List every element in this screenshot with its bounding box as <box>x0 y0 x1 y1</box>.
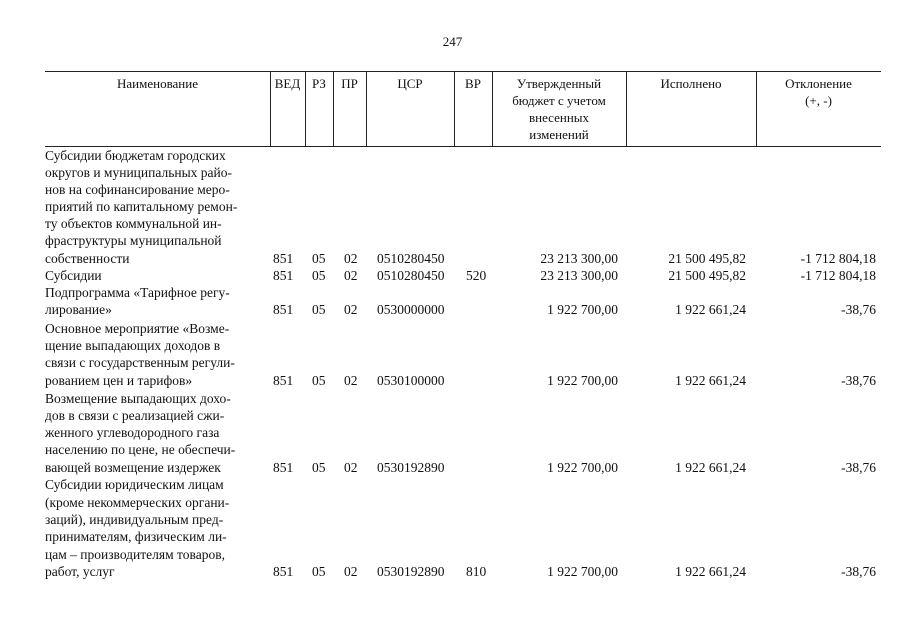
row-name-line: собственности <box>45 251 130 266</box>
row-name-line: Возмещение выпадающих дохо- <box>45 391 231 406</box>
cell-deviation: -1 712 804,18 <box>800 268 876 283</box>
header-name: Наименование <box>117 76 198 91</box>
cell-ved: 851 <box>273 251 294 266</box>
cell-csr: 0530100000 <box>377 373 445 388</box>
header-deviation <box>756 72 881 146</box>
row-name-line: населению по цене, не обеспечи- <box>45 442 236 457</box>
cell-pr: 02 <box>344 564 358 579</box>
row-name-line: Субсидии бюджетам городских <box>45 148 226 163</box>
cell-deviation: -38,76 <box>841 302 876 317</box>
cell-executed: 1 922 661,24 <box>675 460 746 475</box>
table-header <box>45 71 881 147</box>
header-deviation-line: (+, -) <box>805 93 832 108</box>
cell-vr: 520 <box>466 268 487 283</box>
cell-ved: 851 <box>273 302 294 317</box>
header-deviation-line: Отклонение <box>785 76 852 91</box>
cell-approved: 23 213 300,00 <box>540 268 618 283</box>
cell-csr: 0530192890 <box>377 564 445 579</box>
cell-csr: 0530192890 <box>377 460 445 475</box>
row-name-line: ту объектов коммунальной ин- <box>45 216 222 231</box>
cell-csr: 0510280450 <box>377 268 445 283</box>
cell-deviation: -1 712 804,18 <box>800 251 876 266</box>
cell-approved: 1 922 700,00 <box>547 460 618 475</box>
cell-ved: 851 <box>273 460 294 475</box>
row-name-line: нов на софинансирование меро- <box>45 182 230 197</box>
cell-pr: 02 <box>344 460 358 475</box>
header-executed: Исполнено <box>660 76 722 91</box>
row-name-line: фраструктуры муниципальной <box>45 233 222 248</box>
cell-approved: 1 922 700,00 <box>547 564 618 579</box>
header-csr: ЦСР <box>397 76 423 91</box>
row-name-line: рованием цен и тарифов» <box>45 373 193 388</box>
cell-approved: 1 922 700,00 <box>547 302 618 317</box>
cell-rz: 05 <box>312 460 326 475</box>
cell-executed: 21 500 495,82 <box>668 268 746 283</box>
row-name-line: Субсидии юридическим лицам <box>45 477 224 492</box>
row-name-line: приятий по капитальному ремон- <box>45 199 238 214</box>
cell-ved: 851 <box>273 564 294 579</box>
row-name-line: щение выпадающих доходов в <box>45 338 221 353</box>
row-name-line: заций), индивидуальным пред- <box>45 512 224 527</box>
cell-approved: 23 213 300,00 <box>540 251 618 266</box>
header-approved-line: бюджет с учетом <box>512 93 606 108</box>
cell-deviation: -38,76 <box>841 373 876 388</box>
row-name-line: (кроме некоммерческих органи- <box>45 495 230 510</box>
cell-pr: 02 <box>344 268 358 283</box>
row-name-line: дов в связи с реализацией сжи- <box>45 408 225 423</box>
header-approved-line: изменений <box>529 127 589 142</box>
header-vr: ВР <box>465 76 481 91</box>
cell-pr: 02 <box>344 302 358 317</box>
cell-executed: 1 922 661,24 <box>675 302 746 317</box>
header-ved: ВЕД <box>274 76 301 91</box>
header-approved <box>492 72 626 146</box>
row-name-line: Основное мероприятие «Возме- <box>45 321 230 336</box>
row-name-line: работ, услуг <box>45 564 115 579</box>
cell-ved: 851 <box>273 268 294 283</box>
header-rz: РЗ <box>312 76 326 91</box>
cell-csr: 0510280450 <box>377 251 445 266</box>
cell-rz: 05 <box>312 302 326 317</box>
cell-approved: 1 922 700,00 <box>547 373 618 388</box>
cell-pr: 02 <box>344 251 358 266</box>
row-name-line: лирование» <box>45 302 112 317</box>
row-name-line: принимателям, физическим ли- <box>45 529 227 544</box>
cell-rz: 05 <box>312 373 326 388</box>
row-name-line: округов и муниципальных райо- <box>45 165 232 180</box>
cell-rz: 05 <box>312 564 326 579</box>
cell-csr: 0530000000 <box>377 302 445 317</box>
cell-vr: 810 <box>466 564 487 579</box>
row-name-line: связи с государственным регули- <box>45 355 235 370</box>
page-number: 247 <box>442 34 463 49</box>
cell-ved: 851 <box>273 373 294 388</box>
cell-pr: 02 <box>344 373 358 388</box>
cell-executed: 1 922 661,24 <box>675 373 746 388</box>
header-approved-line: Утвержденный <box>516 76 602 91</box>
row-name-line: вающей возмещение издержек <box>45 460 221 475</box>
row-name-line: Подпрограмма «Тарифное регу- <box>45 285 230 300</box>
cell-executed: 1 922 661,24 <box>675 564 746 579</box>
row-name-line: женного углеводородного газа <box>45 425 220 440</box>
cell-rz: 05 <box>312 268 326 283</box>
row-name-line: Субсидии <box>45 268 102 283</box>
header-approved-line: внесенных <box>528 110 590 125</box>
cell-executed: 21 500 495,82 <box>668 251 746 266</box>
cell-rz: 05 <box>312 251 326 266</box>
cell-deviation: -38,76 <box>841 460 876 475</box>
header-pr: ПР <box>341 76 358 91</box>
row-name-line: цам – производителям товаров, <box>45 547 225 562</box>
cell-deviation: -38,76 <box>841 564 876 579</box>
